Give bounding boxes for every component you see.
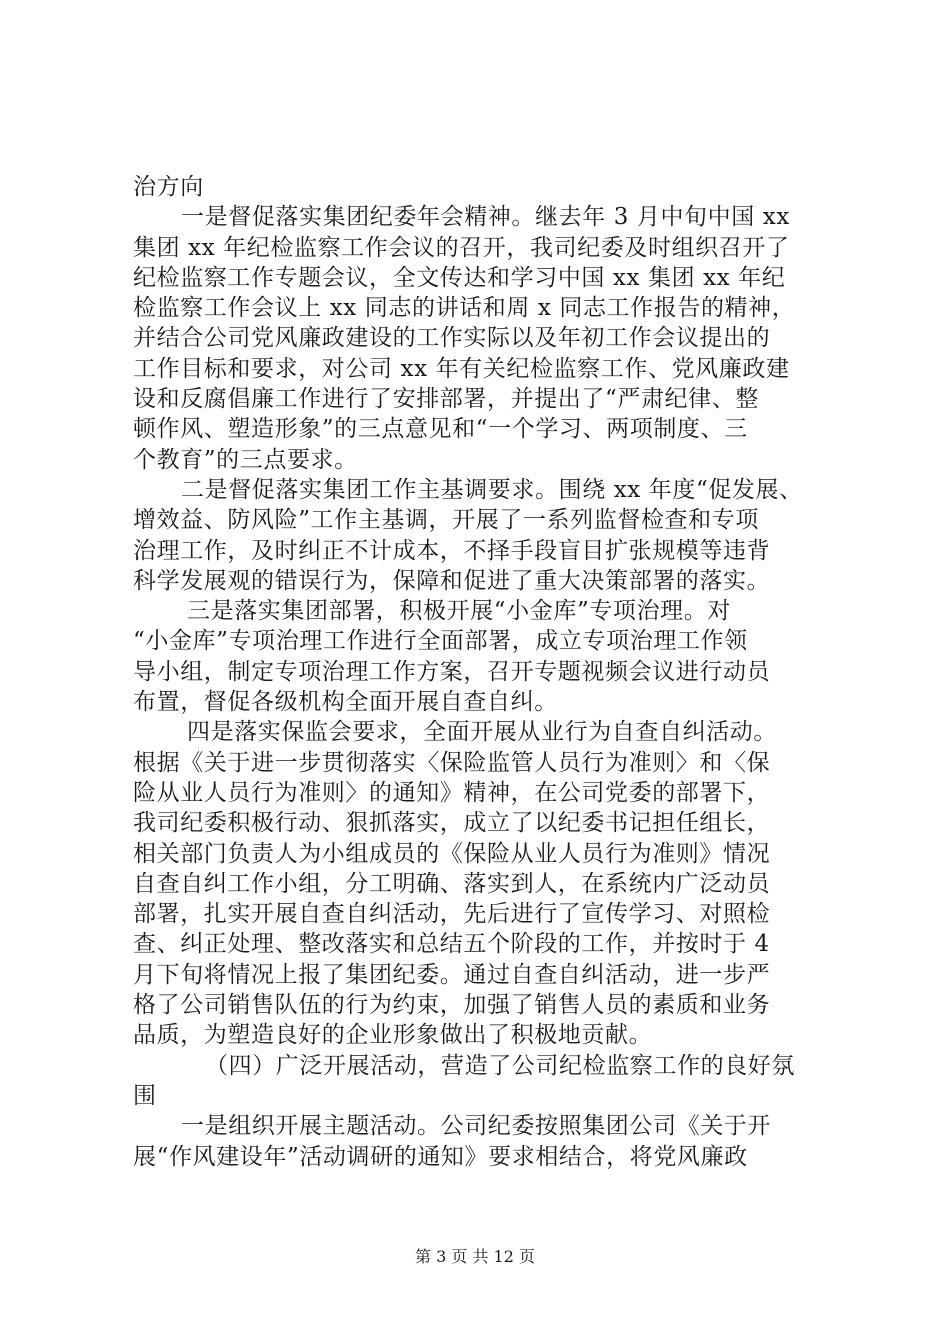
text-line: 增效益、防风险”工作主基调，开展了一系列监督检查和专项	[133, 507, 759, 534]
text-line: 三是落实集团部署，积极开展“小金库”专项治理。对	[187, 598, 731, 625]
text-line: 顿作风、塑造形象”的三点意见和“一个学习、两项制度、三	[133, 416, 748, 443]
text-line: 部署，扎实开展自查自纠活动，先后进行了宣传学习、对照检	[133, 901, 771, 928]
text-line: 检监察工作会议上 xx 同志的讲话和周 x 同志工作报告的精神，	[133, 295, 796, 322]
text-line: 格了公司销售队伍的行为约束，加强了销售人员的素质和业务	[133, 992, 771, 1019]
page-number-footer: 第 3 页 共 12 页	[415, 1247, 535, 1266]
text-line: 品质，为塑造良好的企业形象做出了积极地贡献。	[133, 1022, 653, 1049]
document-body	[133, 172, 831, 1172]
text-line: 布置，督促各级机构全面开展自查自纠。	[133, 689, 558, 716]
text-line: 治理工作，及时纠正不计成本，不择手段盲目扩张规模等违背	[133, 537, 771, 564]
text-line: 一是督促落实集团纪委年会精神。继去年 3 月中旬中国 xx	[181, 204, 790, 231]
text-line: 自查自纠工作小组，分工明确、落实到人，在系统内广泛动员	[133, 870, 771, 897]
text-line: 二是督促落实集团工作主基调要求。围绕 xx 年度“促发展、	[181, 476, 803, 503]
text-line: “小金库”专项治理工作进行全面部署，成立专项治理工作领	[133, 628, 748, 655]
text-line: 展“作风建设年”活动调研的通知》要求相结合，将党风廉政	[133, 1143, 748, 1170]
text-line: 纪检监察工作专题会议，全文传达和学习中国 xx 集团 xx 年纪	[133, 264, 786, 291]
text-line: 治方向	[133, 174, 204, 200]
text-line: 我司纪委积极行动、狠抓落实，成立了以纪委书记担任组长，	[133, 810, 771, 837]
text-line: 设和反腐倡廉工作进行了安排部署，并提出了“严肃纪律、整	[133, 386, 759, 413]
text-line: 月下旬将情况上报了集团纪委。通过自查自纠活动，进一步严	[133, 961, 771, 988]
text-line: 集团 xx 年纪检监察工作会议的召开，我司纪委及时组织召开了	[133, 234, 790, 261]
text-line: （四）广泛开展活动，营造了公司纪检监察工作的良好氛	[205, 1052, 795, 1079]
text-line: 查、纠正处理、整改落实和总结五个阶段的工作，并按时于 4	[133, 931, 770, 958]
text-line: 导小组，制定专项治理工作方案，召开专题视频会议进行动员	[133, 658, 771, 685]
text-line: 科学发展观的错误行为，保障和促进了重大决策部署的落实。	[133, 567, 771, 594]
text-line: 根据《关于进一步贯彻落实〈保险监管人员行为准则〉和〈保	[133, 749, 771, 776]
text-line: 相关部门负责人为小组成员的《保险从业人员行为准则》情况	[133, 840, 771, 867]
text-line: 四是落实保监会要求，全面开展从业行为自查自纠活动。	[187, 719, 777, 746]
text-line: 一是组织开展主题活动。公司纪委按照集团公司《关于开	[181, 1113, 771, 1140]
text-line: 并结合公司党风廉政建设的工作实际以及年初工作会议提出的	[133, 325, 771, 352]
text-line: 险从业人员行为准则〉的通知》精神，在公司党委的部署下，	[133, 779, 771, 806]
text-line: 工作目标和要求，对公司 xx 年有关纪检监察工作、党风廉政建	[133, 355, 790, 382]
text-line: 围	[133, 1082, 157, 1109]
text-line: 个教育”的三点要求。	[133, 446, 358, 473]
